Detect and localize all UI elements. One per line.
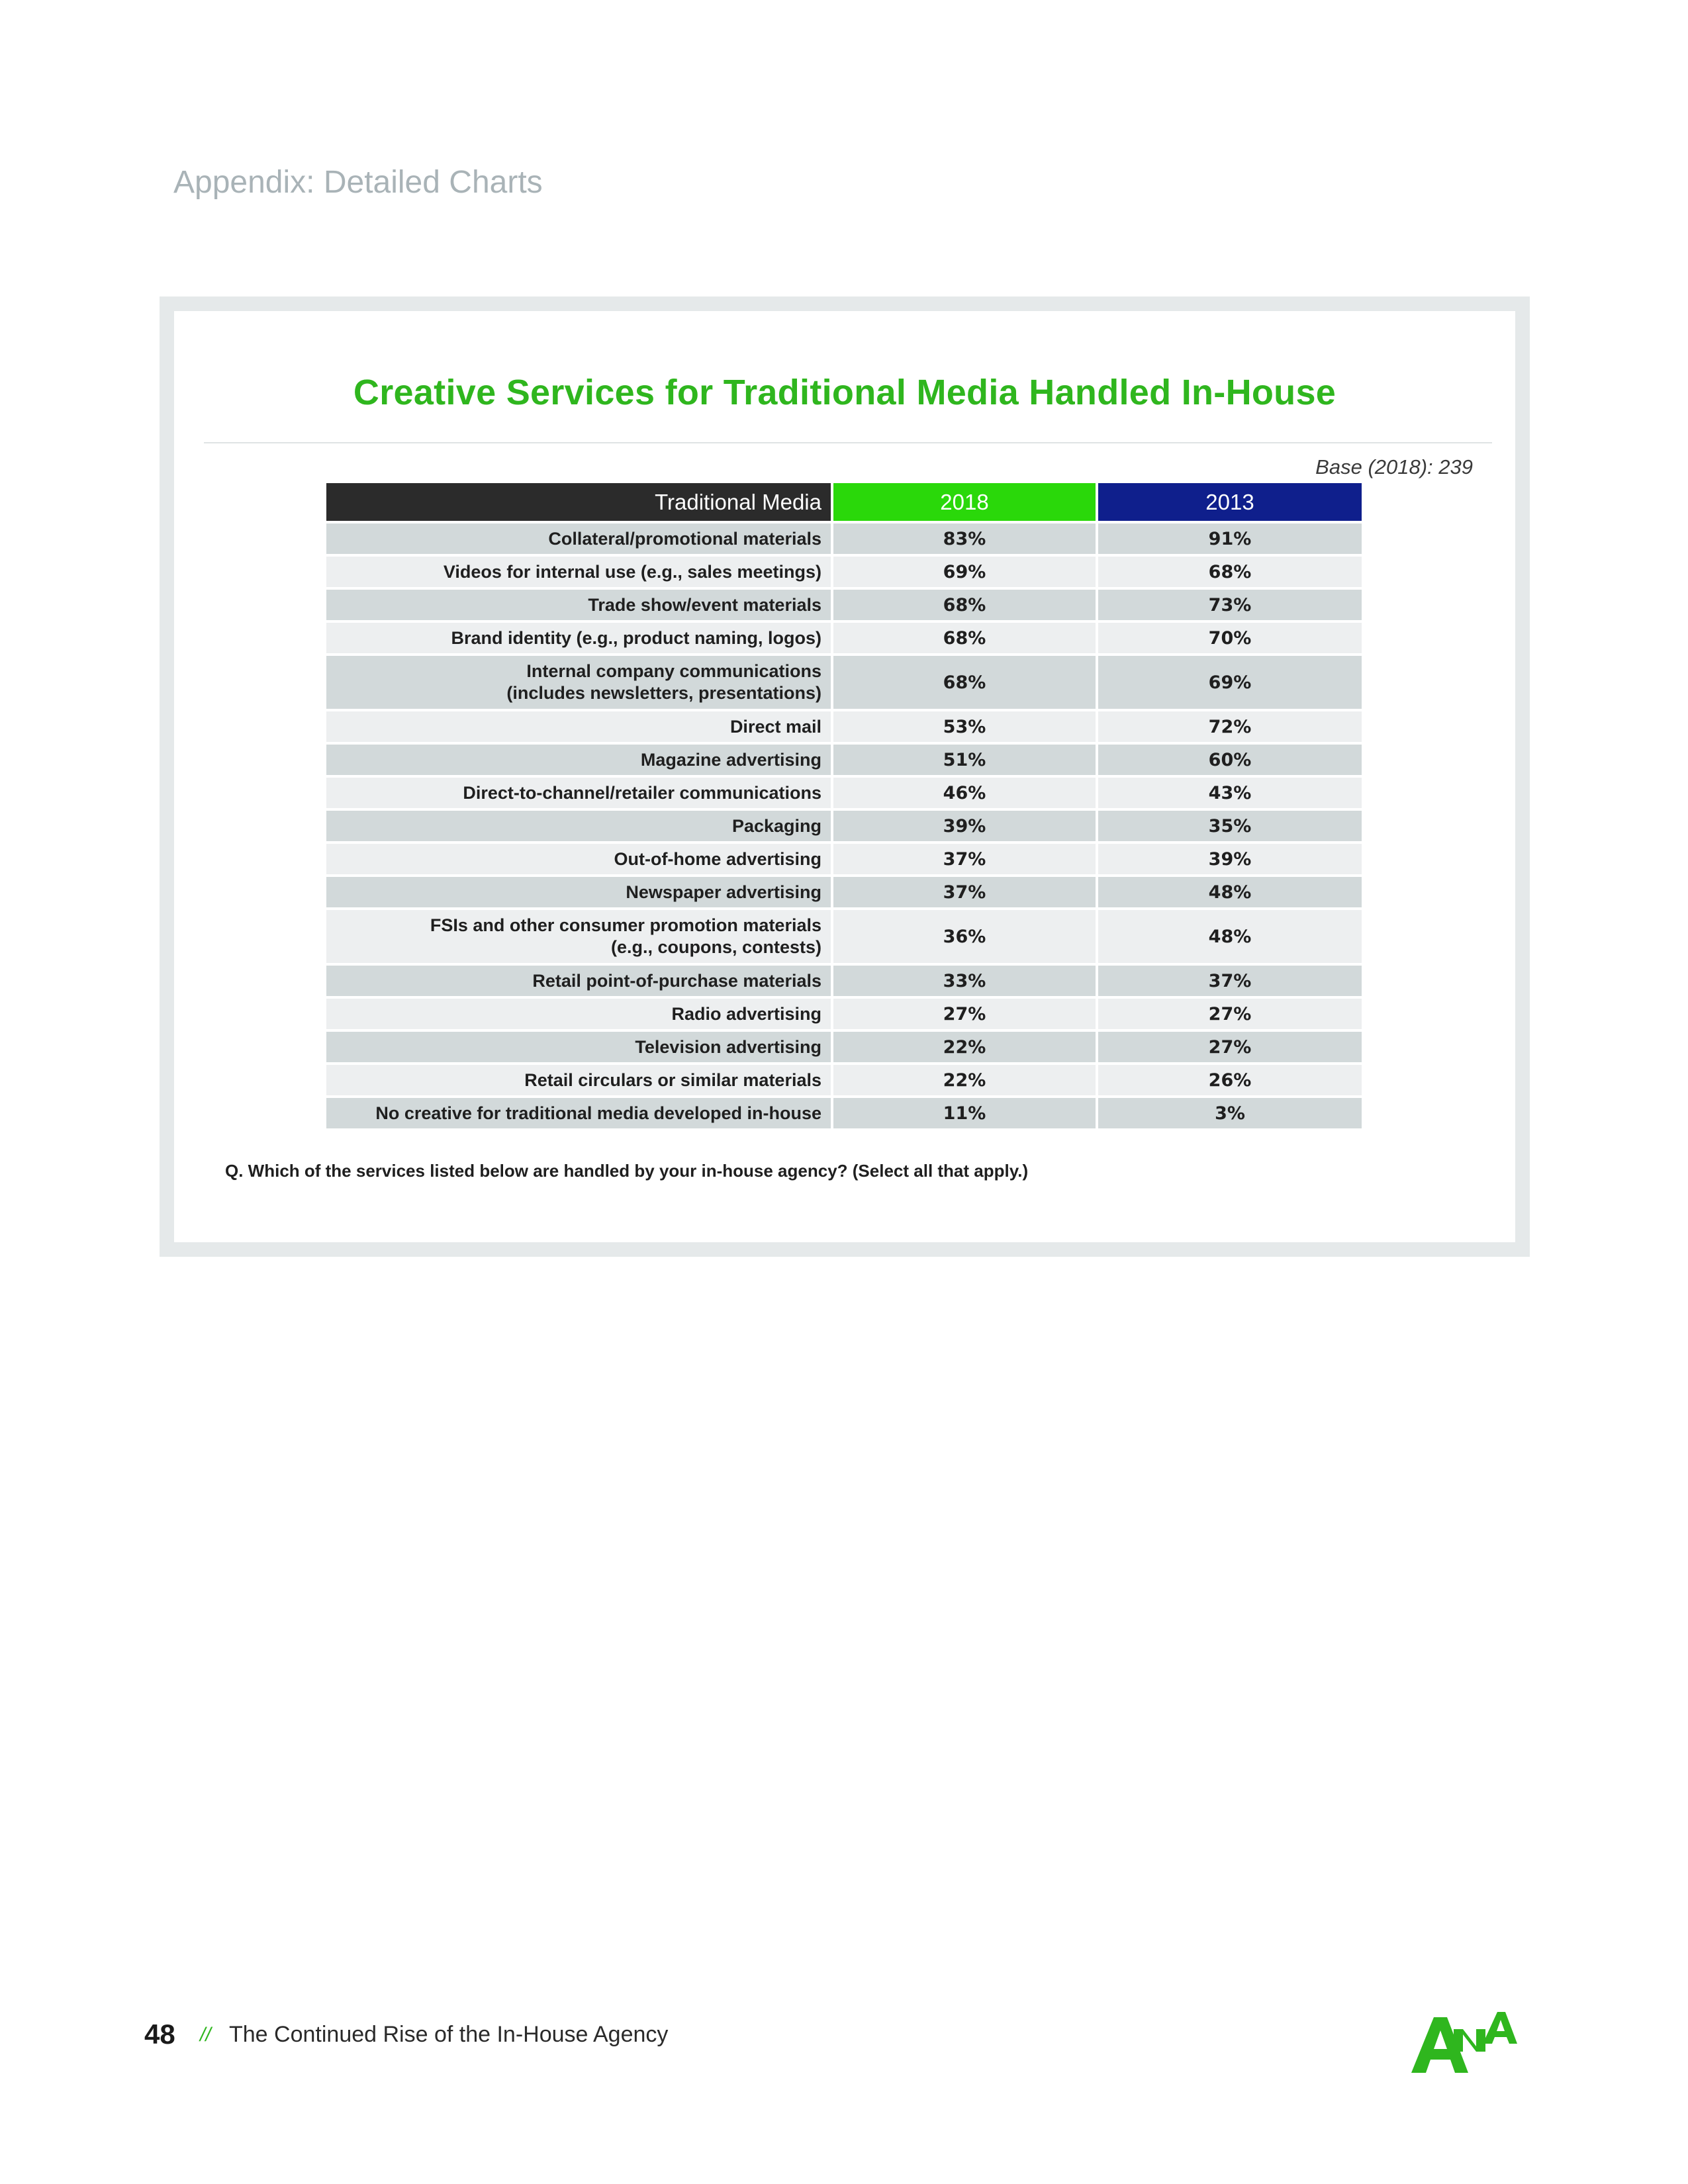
value-2018: 37% xyxy=(832,842,1097,876)
value-2013: 37% xyxy=(1097,964,1362,997)
row-label-line: Out-of-home advertising xyxy=(614,848,821,869)
row-label xyxy=(326,1064,832,1097)
value-2013: 39% xyxy=(1097,842,1362,876)
row-label xyxy=(326,1097,832,1128)
value-2013: 91% xyxy=(1097,522,1362,555)
column-header-2013: 2013 xyxy=(1097,483,1362,522)
table-row xyxy=(326,842,1362,876)
value-2013: 73% xyxy=(1097,588,1362,621)
row-label xyxy=(326,997,832,1030)
row-label-line: Brand identity (e.g., product naming, logos) xyxy=(451,627,821,648)
row-label-line: Radio advertising xyxy=(671,1003,821,1024)
value-2018: 68% xyxy=(832,588,1097,621)
row-label xyxy=(326,1030,832,1064)
table-row xyxy=(326,655,1362,710)
value-2013: 3% xyxy=(1097,1097,1362,1128)
section-title: Appendix: Detailed Charts xyxy=(173,165,543,200)
table-row xyxy=(326,621,1362,655)
value-2013: 48% xyxy=(1097,876,1362,909)
row-label-line: Direct mail xyxy=(729,716,821,737)
row-label-line: Newspaper advertising xyxy=(626,882,821,902)
row-label-line: Direct-to-channel/retailer communications xyxy=(463,782,821,803)
row-label xyxy=(326,876,832,909)
ana-logo xyxy=(1411,2012,1517,2073)
row-label-line: Retail point-of-purchase materials xyxy=(532,970,821,991)
row-label-line: Magazine advertising xyxy=(640,749,821,770)
chart-card xyxy=(174,311,1515,1242)
chart-title: Creative Services for Traditional Media Handled In-House xyxy=(353,373,1336,412)
row-label-line: Television advertising xyxy=(635,1036,821,1057)
value-2018: 36% xyxy=(832,909,1097,964)
row-label-line: Trade show/event materials xyxy=(588,594,821,615)
value-2018: 39% xyxy=(832,809,1097,842)
row-label-line: Retail circulars or similar materials xyxy=(524,1069,821,1090)
value-2018: 22% xyxy=(832,1030,1097,1064)
row-label xyxy=(326,588,832,621)
column-header-media: Traditional Media xyxy=(326,483,832,522)
row-label xyxy=(326,555,832,588)
row-label-line: Packaging xyxy=(731,815,821,836)
value-2013: 70% xyxy=(1097,621,1362,655)
chart-frame xyxy=(160,296,1530,1257)
value-2018: 27% xyxy=(832,997,1097,1030)
value-2013: 69% xyxy=(1097,655,1362,710)
table-row xyxy=(326,588,1362,621)
value-2013: 60% xyxy=(1097,743,1362,776)
value-2018: 69% xyxy=(832,555,1097,588)
row-label xyxy=(326,522,832,555)
row-label-line: Videos for internal use (e.g., sales meetings) xyxy=(443,561,821,582)
value-2018: 68% xyxy=(832,655,1097,710)
footer-separator: // xyxy=(200,2024,211,2046)
column-header-2018: 2018 xyxy=(832,483,1097,522)
base-note: Base (2018): 239 xyxy=(1315,455,1473,478)
value-2013: 48% xyxy=(1097,909,1362,964)
row-label xyxy=(326,809,832,842)
table-row xyxy=(326,876,1362,909)
value-2018: 37% xyxy=(832,876,1097,909)
table-row xyxy=(326,909,1362,964)
row-label xyxy=(326,964,832,997)
table-row xyxy=(326,1030,1362,1064)
row-label-line: No creative for traditional media developed in-house xyxy=(375,1103,821,1123)
table-row xyxy=(326,809,1362,842)
row-label-line: (includes newsletters, presentations) xyxy=(506,683,821,703)
row-label xyxy=(326,655,832,710)
value-2018: 46% xyxy=(832,776,1097,809)
row-label-line: (e.g., coupons, contests) xyxy=(610,937,821,957)
value-2013: 26% xyxy=(1097,1064,1362,1097)
value-2013: 35% xyxy=(1097,809,1362,842)
table-row xyxy=(326,1097,1362,1128)
row-label xyxy=(326,710,832,743)
page-number: 48 xyxy=(144,2019,175,2050)
value-2018: 53% xyxy=(832,710,1097,743)
survey-question: Q. Which of the services listed below are handled by your in-house agency? (Select all that apply.) xyxy=(225,1161,1029,1181)
table-row xyxy=(326,1064,1362,1097)
table-row xyxy=(326,743,1362,776)
document-title: The Continued Rise of the In-House Agency xyxy=(229,2022,669,2047)
value-2018: 11% xyxy=(832,1097,1097,1128)
title-divider xyxy=(204,442,1492,443)
value-2013: 27% xyxy=(1097,1030,1362,1064)
value-2013: 72% xyxy=(1097,710,1362,743)
table-header-row xyxy=(326,483,1362,522)
table-row xyxy=(326,997,1362,1030)
value-2013: 43% xyxy=(1097,776,1362,809)
value-2018: 68% xyxy=(832,621,1097,655)
table-row xyxy=(326,964,1362,997)
value-2013: 68% xyxy=(1097,555,1362,588)
value-2018: 83% xyxy=(832,522,1097,555)
row-label-line: Collateral/promotional materials xyxy=(548,528,821,549)
value-2013: 27% xyxy=(1097,997,1362,1030)
table-row xyxy=(326,522,1362,555)
table-body xyxy=(326,522,1362,1128)
results-table xyxy=(326,483,1362,1128)
row-label xyxy=(326,743,832,776)
table-row xyxy=(326,710,1362,743)
row-label xyxy=(326,842,832,876)
row-label xyxy=(326,909,832,964)
row-label xyxy=(326,776,832,809)
table-row xyxy=(326,776,1362,809)
row-label xyxy=(326,621,832,655)
row-label-line: FSIs and other consumer promotion materials xyxy=(430,915,821,935)
row-label-line: Internal company communications xyxy=(526,661,821,681)
value-2018: 51% xyxy=(832,743,1097,776)
value-2018: 22% xyxy=(832,1064,1097,1097)
value-2018: 33% xyxy=(832,964,1097,997)
table-row xyxy=(326,555,1362,588)
